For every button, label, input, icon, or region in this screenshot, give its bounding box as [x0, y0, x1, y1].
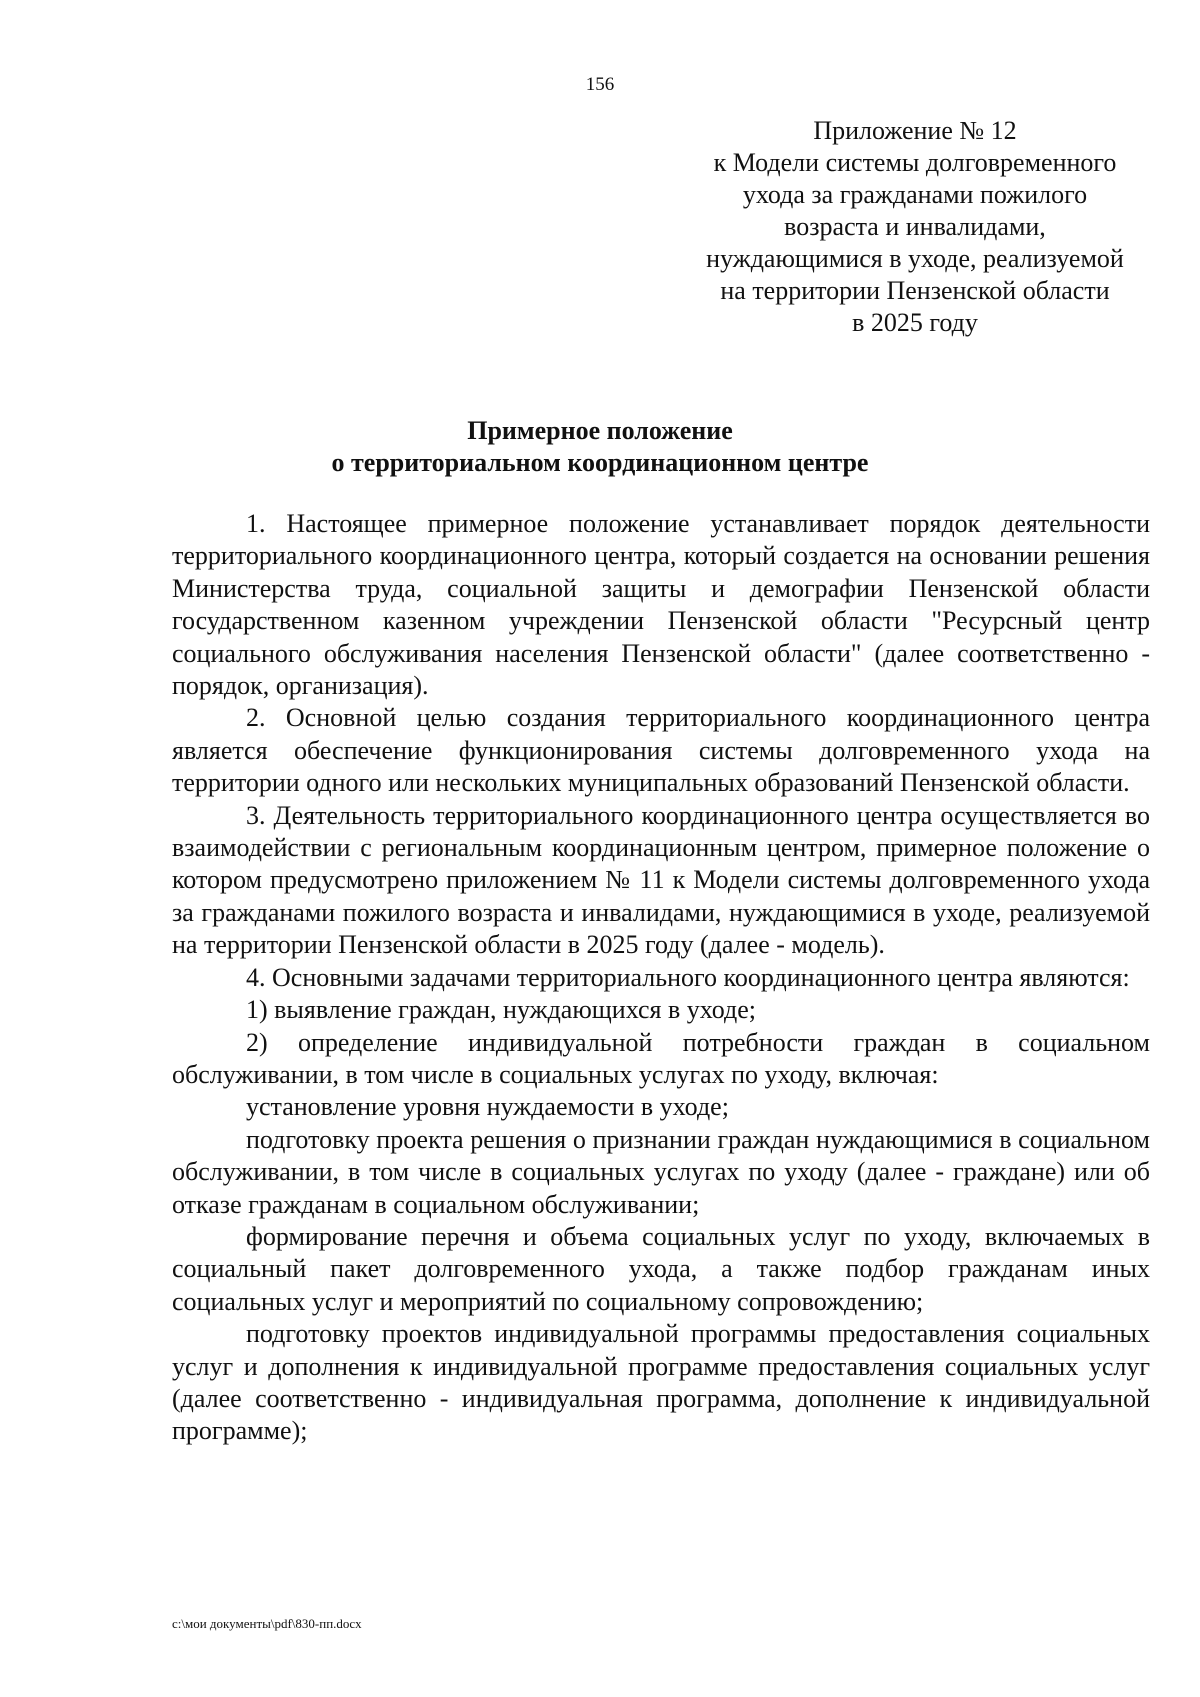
appendix-line: Приложение № 12 [813, 116, 1017, 145]
paragraph: 1) выявление граждан, нуждающихся в уходе; [246, 995, 756, 1025]
paragraph: формирование перечня и объема социальных услуг по уходу, включаемых в социальный пакет долговременного ухода, а также подбор гражданам иных социальных услуг и мероприятий по социальному сопровождению; [172, 1221, 1150, 1316]
appendix-header [680, 115, 1150, 339]
paragraph: 2. Основной целью создания территориального координационного центра является обеспечение функционирования системы долговременного ухода на территории одного или нескольких муниципальных образований Пензенской области. [172, 703, 1150, 798]
document-body [172, 508, 1150, 1448]
document-title [0, 415, 1200, 479]
paragraph: 4. Основными задачами территориального координационного центра являются: [246, 962, 1130, 992]
appendix-line: на территории Пензенской области [720, 276, 1110, 305]
paragraph: подготовку проектов индивидуальной программы предоставления социальных услуг и дополнения к индивидуальной программе предоставления социальных услуг (далее соответственно - индивидуальная программа, дополнение к индивидуальной программе); [172, 1319, 1150, 1446]
paragraph: подготовку проекта решения о признании граждан нуждающимися в социальном обслуживании, в том числе в социальных услугах по уходу (далее - граждане) или об отказе гражданам в социальном обслуживании; [172, 1124, 1150, 1219]
appendix-line: к Модели системы долговременного [713, 148, 1117, 177]
paragraph: 2) определение индивидуальной потребности граждан в социальном обслуживании, в том числе в социальных услугах по уходу, включая: [172, 1027, 1150, 1089]
page-number: 156 [585, 74, 615, 95]
title-line-1: Примерное положение [467, 416, 733, 445]
paragraph: установление уровня нуждаемости в уходе; [246, 1092, 729, 1122]
appendix-line: в 2025 году [852, 308, 978, 337]
appendix-line: ухода за гражданами пожилого [742, 180, 1088, 209]
appendix-line: нуждающимися в уходе, реализуемой [706, 244, 1124, 273]
title-line-2: о территориальном координационном центре [331, 448, 869, 477]
file-path-footer: c:\мои документы\pdf\830-пп.docx [172, 1616, 362, 1631]
paragraph: 1. Настоящее примерное положение устанавливает порядок деятельности территориального координационного центра, который создается на основании решения Министерства труда, социальной защиты и демографии Пензенской области государственном казенном учреждении Пензенской области "Ресурсный центр социального обслуживания населения Пензенской области" (далее соответственно - порядок, организация). [172, 509, 1150, 701]
appendix-line: возраста и инвалидами, [784, 212, 1046, 241]
paragraph: 3. Деятельность территориального координационного центра осуществляется во взаимодействии с региональным координационным центром, примерное положение о котором предусмотрено приложением № 11 к Модели системы долговременного ухода за гражданами пожилого возраста и инвалидами, нуждающимися в уходе, реализуемой на территории Пензенской области в 2025 году (далее - модель). [172, 800, 1150, 960]
